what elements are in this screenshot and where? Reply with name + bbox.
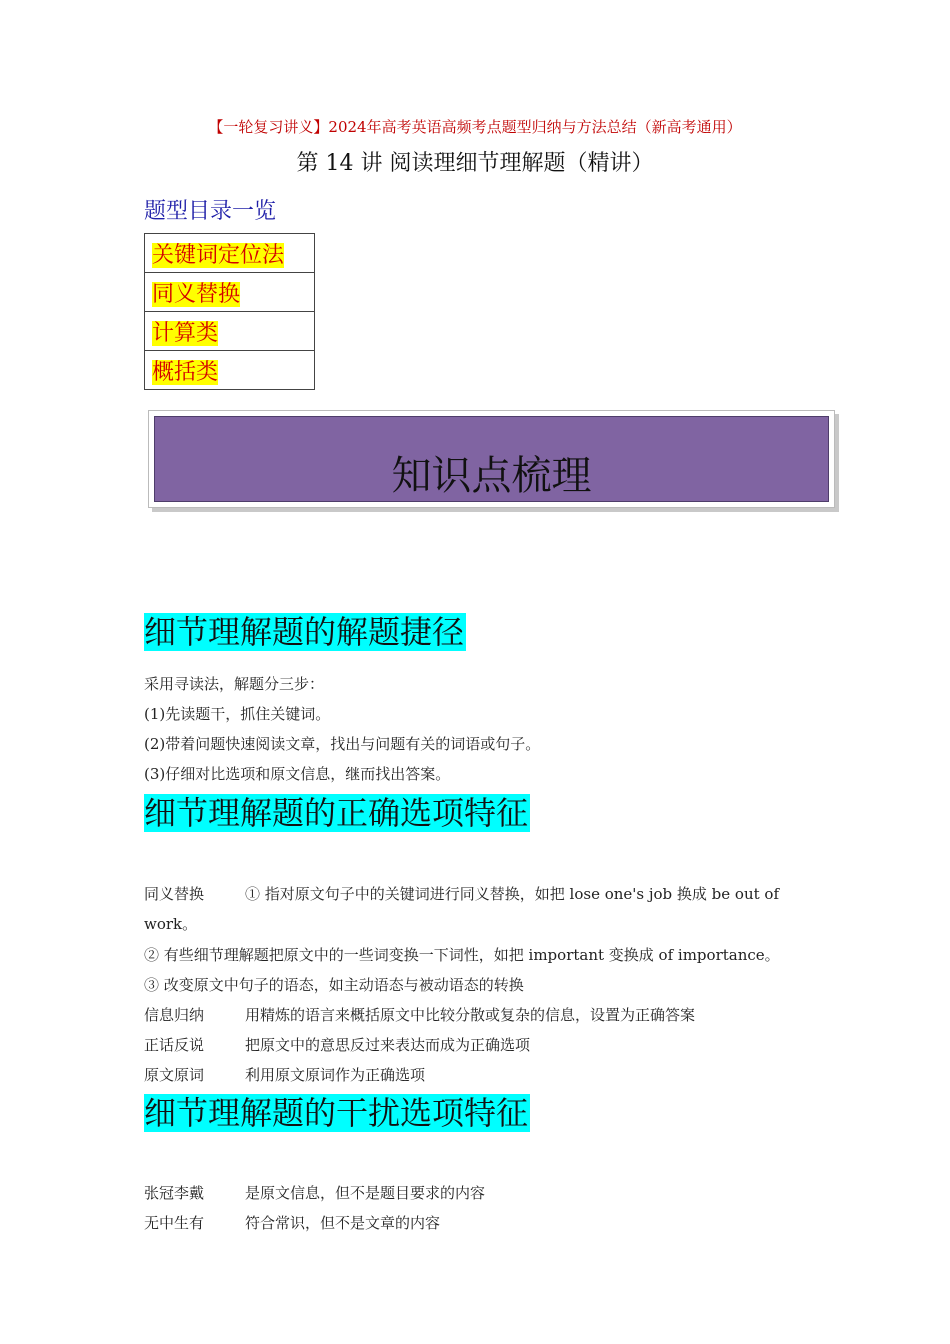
synonym-row bbox=[144, 883, 779, 904]
feature-text: 符合常识，但不是文章的内容 bbox=[245, 1214, 441, 1232]
synonym-point-2: ② 有些细节理解题把原文中的一些词变换一下词性，如把 important 变换成 of importance。 bbox=[144, 946, 780, 964]
toc-row bbox=[145, 234, 315, 273]
toc-item-1: 关键词定位法 bbox=[152, 242, 285, 268]
toc-heading: 题型目录一览 bbox=[144, 199, 277, 224]
section3-heading-text: 细节理解题的干扰选项特征 bbox=[144, 1094, 529, 1132]
section3-heading bbox=[144, 1093, 530, 1133]
feature-label: 无中生有 bbox=[144, 1214, 205, 1232]
feature-label: 张冠李戴 bbox=[144, 1184, 205, 1202]
synonym-text-line2: work。 bbox=[144, 915, 198, 933]
toc-row bbox=[145, 312, 315, 351]
feature-text: 用精炼的语言来概括原文中比较分散或复杂的信息，设置为正确答案 bbox=[245, 1006, 696, 1024]
section1-line-4: (3)仔细对比选项和原文信息，继而找出答案。 bbox=[144, 765, 451, 783]
correct-feature-row bbox=[144, 1004, 695, 1025]
section1-heading-text: 细节理解题的解题捷径 bbox=[144, 613, 465, 651]
distractor-feature-row bbox=[144, 1182, 485, 1203]
synonym-point-3: ③ 改变原文中句子的语态，如主动语态与被动语态的转换 bbox=[144, 976, 524, 994]
distractor-feature-row bbox=[144, 1212, 440, 1233]
synonym-text-line1: ① 指对原文句子中的关键词进行同义替换，如把 lose one's job 换成 be out of bbox=[245, 885, 780, 903]
feature-text: 把原文中的意思反过来表达而成为正确选项 bbox=[245, 1036, 531, 1054]
correct-feature-row bbox=[144, 1034, 530, 1055]
section1-heading bbox=[144, 612, 466, 652]
document-series-header: 【一轮复习讲义】2024年高考英语高频考点题型归纳与方法总结（新高考通用） bbox=[208, 118, 742, 136]
toc-row bbox=[145, 351, 315, 390]
toc-cell bbox=[145, 312, 315, 351]
section1-line-2: (1)先读题干，抓住关键词。 bbox=[144, 705, 331, 723]
lesson-title: 第 14 讲 阅读理细节理解题（精讲） bbox=[296, 151, 654, 176]
feature-text: 利用原文原词作为正确选项 bbox=[245, 1066, 426, 1084]
section2-heading-text: 细节理解题的正确选项特征 bbox=[144, 794, 529, 832]
feature-label: 原文原词 bbox=[144, 1066, 205, 1084]
section2-heading bbox=[144, 793, 530, 833]
section1-line-1: 采用寻读法，解题分三步： bbox=[144, 675, 325, 693]
toc-row bbox=[145, 273, 315, 312]
feature-label: 正话反说 bbox=[144, 1036, 205, 1054]
correct-feature-row bbox=[144, 1064, 425, 1085]
toc-cell bbox=[145, 234, 315, 273]
toc-cell bbox=[145, 351, 315, 390]
toc-cell bbox=[145, 273, 315, 312]
toc-item-4: 概括类 bbox=[152, 359, 219, 385]
banner-title: 知识点梳理 bbox=[391, 452, 592, 499]
feature-label: 信息归纳 bbox=[144, 1006, 205, 1024]
knowledge-banner bbox=[148, 410, 835, 508]
toc-item-3: 计算类 bbox=[152, 320, 219, 346]
synonym-label: 同义替换 bbox=[144, 885, 205, 903]
section1-line-3: (2)带着问题快速阅读文章，找出与问题有关的词语或句子。 bbox=[144, 735, 541, 753]
banner-fill bbox=[154, 416, 829, 502]
feature-text: 是原文信息，但不是题目要求的内容 bbox=[245, 1184, 486, 1202]
toc-table bbox=[144, 233, 315, 390]
toc-item-2: 同义替换 bbox=[152, 281, 241, 307]
